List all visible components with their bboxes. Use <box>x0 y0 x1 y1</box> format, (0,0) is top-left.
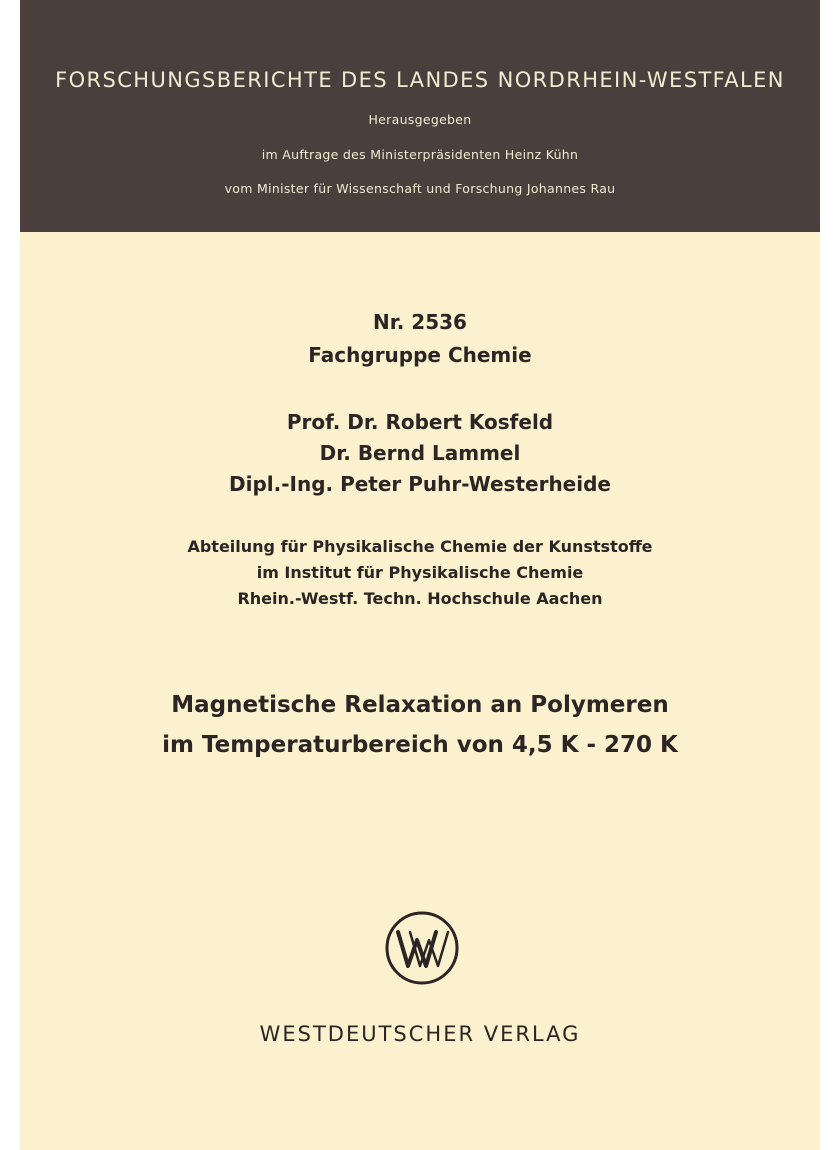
header-commissioned-by: im Auftrage des Ministerpräsidenten Heinz Kühn <box>261 147 579 162</box>
subject-group: Fachgruppe Chemie <box>308 343 532 367</box>
publisher-name: WESTDEUTSCHER VERLAG <box>259 1022 581 1046</box>
header-minister: vom Minister für Wissenschaft und Forschung Johannes Rau <box>224 181 616 196</box>
institution-line: Rhein.-Westf. Techn. Hochschule Aachen <box>237 589 603 608</box>
institution-line: im Institut für Physikalische Chemie <box>256 563 584 582</box>
series-title: FORSCHUNGSBERICHTE DES LANDES NORDRHEIN-WESTFALEN <box>55 68 785 92</box>
publisher-logo-icon <box>384 910 460 986</box>
book-cover <box>20 0 820 1150</box>
institution-line: Abteilung für Physikalische Chemie der Kunststoffe <box>187 537 653 556</box>
book-title-line: im Temperaturbereich von 4,5 K - 270 K <box>162 732 678 758</box>
book-title-line: Magnetische Relaxation an Polymeren <box>171 692 669 718</box>
report-number: Nr. 2536 <box>373 310 467 334</box>
header-published-by: Herausgegeben <box>368 112 472 127</box>
author: Dr. Bernd Lammel <box>319 441 521 465</box>
series-header <box>20 0 820 232</box>
author: Dipl.-Ing. Peter Puhr-Westerheide <box>228 472 611 496</box>
author: Prof. Dr. Robert Kosfeld <box>286 410 554 434</box>
